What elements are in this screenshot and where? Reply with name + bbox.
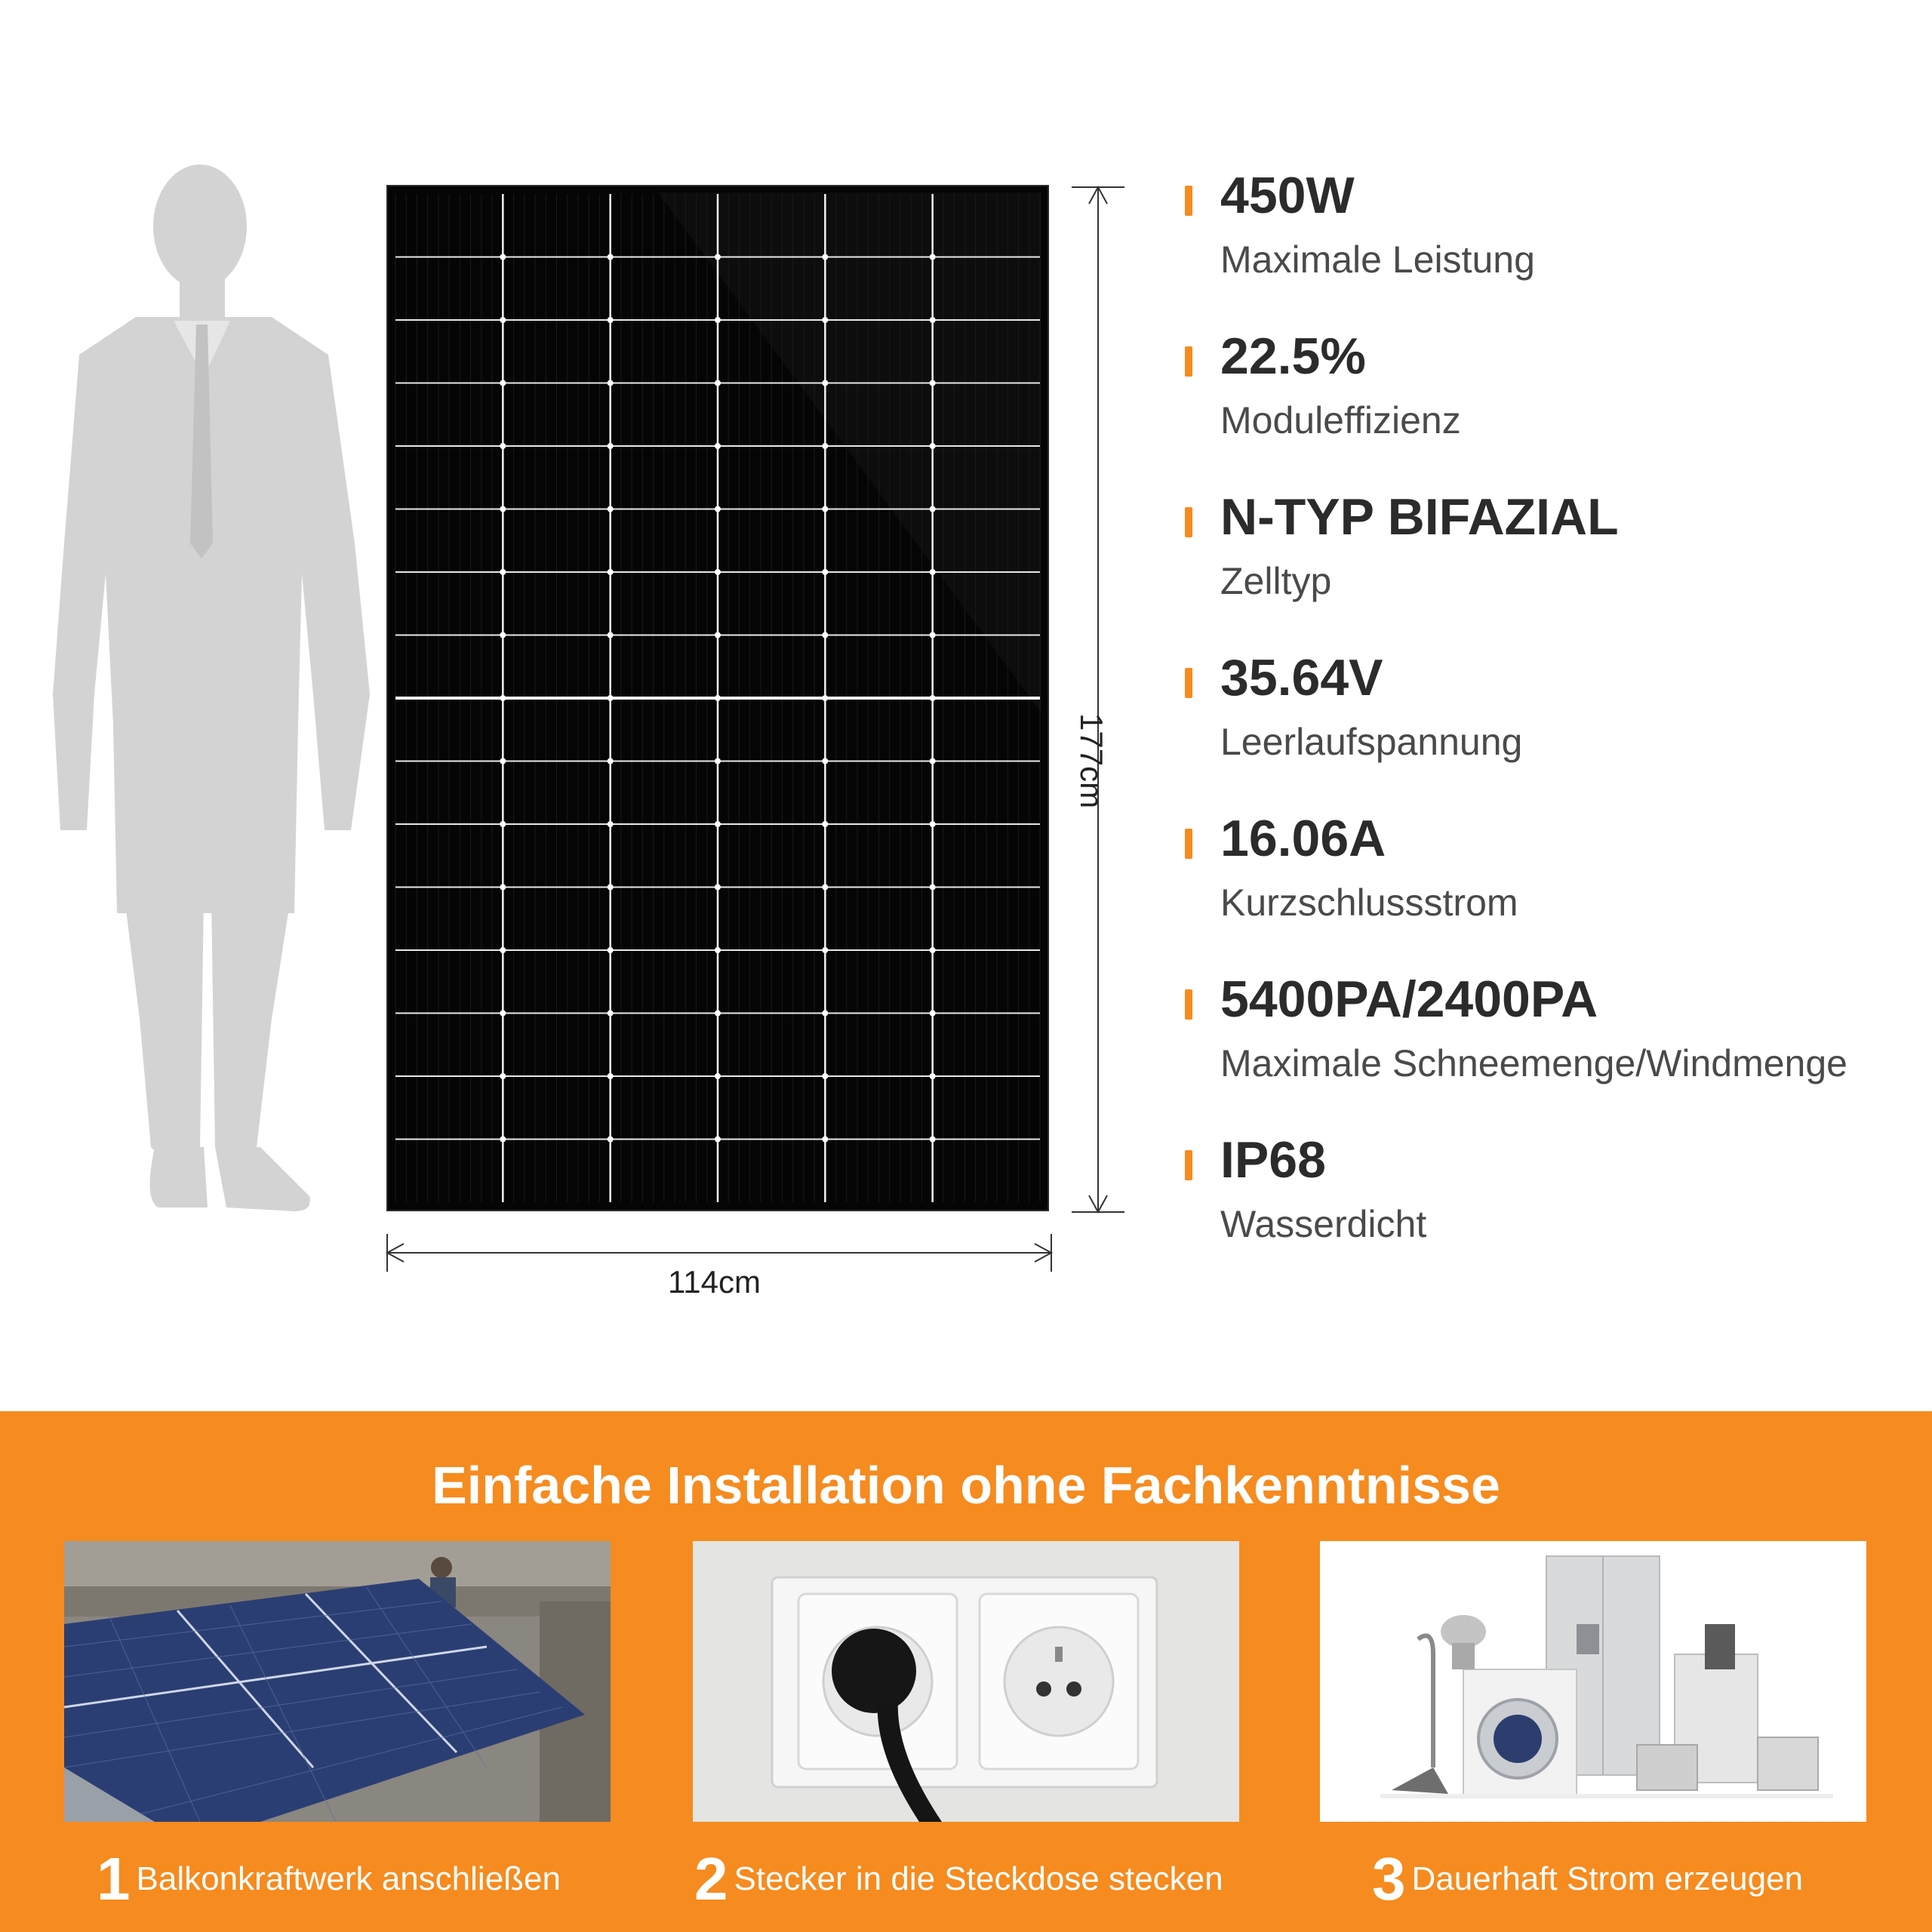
spec-desc: Kurzschlussstrom <box>1220 881 1518 924</box>
wall-socket-photo <box>693 1541 1239 1822</box>
install-step-2 <box>694 1844 1223 1914</box>
spec-desc: Wasserdicht <box>1220 1203 1427 1245</box>
spec-list <box>1185 166 1909 1291</box>
accent-bar <box>1185 507 1192 537</box>
install-step-1 <box>97 1844 561 1914</box>
height-dimension-line <box>1057 181 1147 1223</box>
spec-value: 5400PA/2400PA <box>1220 971 1598 1028</box>
human-silhouette-icon <box>53 151 385 1253</box>
step-number: 2 <box>694 1845 728 1912</box>
spec-item-power <box>1185 166 1909 327</box>
spec-value: 16.06A <box>1220 810 1386 867</box>
home-appliances-photo <box>1320 1541 1866 1822</box>
step-text: Dauerhaft Strom erzeugen <box>1411 1860 1804 1897</box>
spec-item-load <box>1185 970 1909 1131</box>
accent-bar <box>1185 989 1192 1020</box>
accent-bar <box>1185 668 1192 698</box>
accent-bar <box>1185 186 1192 216</box>
spec-item-efficiency <box>1185 327 1909 488</box>
spec-value: 450W <box>1220 167 1355 224</box>
spec-value: 35.64V <box>1220 649 1383 706</box>
accent-bar <box>1185 1150 1192 1180</box>
step-number: 1 <box>97 1845 131 1912</box>
spec-value: IP68 <box>1220 1131 1326 1189</box>
step-text: Stecker in die Steckdose stecken <box>734 1860 1223 1897</box>
spec-item-ip-rating <box>1185 1131 1909 1291</box>
spec-value: 22.5% <box>1220 328 1366 385</box>
install-section <box>0 1411 1932 1932</box>
spec-desc: Leerlaufspannung <box>1220 721 1523 763</box>
accent-bar <box>1185 346 1192 377</box>
height-label: 177cm <box>1074 713 1109 809</box>
spec-desc: Maximale Leistung <box>1220 238 1535 281</box>
solar-panel-image <box>386 185 1049 1211</box>
spec-item-voltage <box>1185 648 1909 809</box>
spec-desc: Zelltyp <box>1220 560 1332 602</box>
accent-bar <box>1185 829 1192 859</box>
install-step-3 <box>1372 1844 1803 1914</box>
rooftop-installation-photo <box>64 1541 611 1822</box>
spec-item-cell-type <box>1185 488 1909 648</box>
spec-item-current <box>1185 809 1909 970</box>
install-title: Einfache Installation ohne Fachkenntnisse <box>432 1456 1500 1515</box>
spec-desc: Moduleffizienz <box>1220 399 1461 441</box>
spec-value: N-TYP BIFAZIAL <box>1220 488 1619 546</box>
step-number: 3 <box>1372 1845 1406 1912</box>
spec-desc: Maximale Schneemenge/Windmenge <box>1220 1042 1847 1084</box>
width-label: 114cm <box>668 1264 761 1300</box>
step-text: Balkonkraftwerk anschließen <box>136 1860 561 1897</box>
